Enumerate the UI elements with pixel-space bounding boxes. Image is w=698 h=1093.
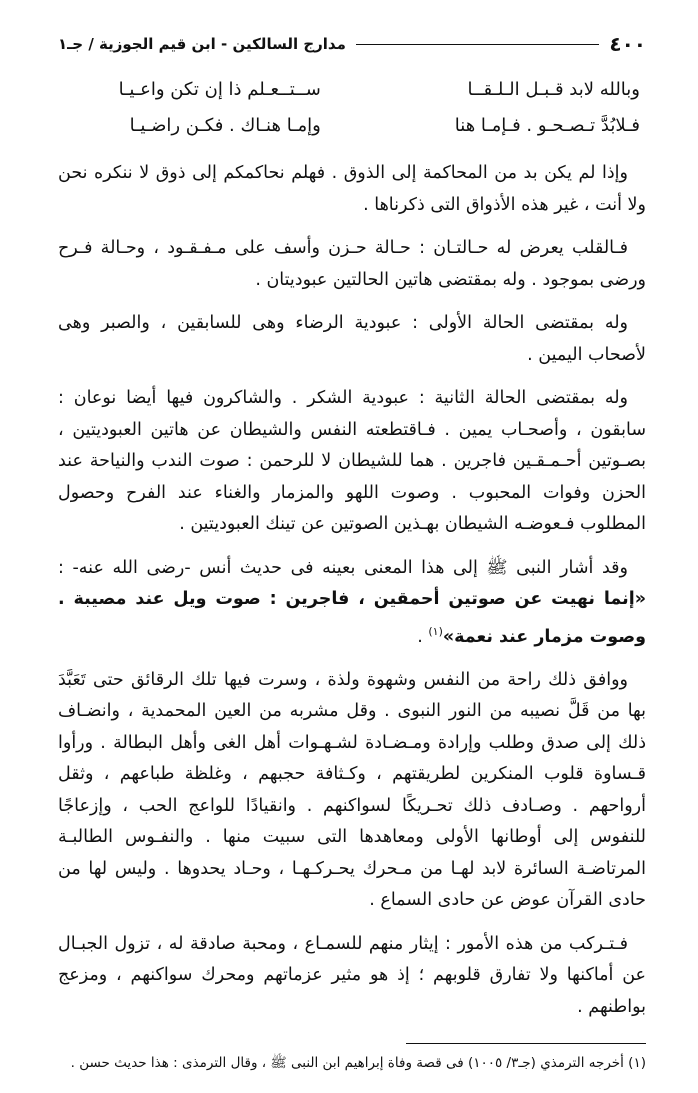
poem-verse <box>58 72 646 108</box>
verse-second-hemistich: وإمـا هنـاك . فكـن راضـيـا <box>129 115 321 136</box>
poem <box>58 72 646 144</box>
footnote-marker[interactable]: (١) <box>428 624 443 638</box>
hadith-paragraph <box>58 553 646 653</box>
footnote-separator <box>406 1043 646 1044</box>
paragraph: ووافق ذلك راحة من النفس وشهوة ولذة ، وسرت فيها تلك الرقائق حتى تَعَبَّدَ بها من قَلَّ نصيبه من النور النبوى . وقل مشربه من العين المحمدية ، وانضـاف ذلك إلى صدق وطلب وإرادة ومـضـادة لشـهـوات أهل الغى وأهل البطالة . ورأوا قـساوة قلوب المنكرين لطريقتهم ، وكـثافة حجبهم ، وغلظة طباعهم ، وثقل أرواحهم . وصـادف ذلك تحـريكًا لسواكنهم . وانقيادًا للواعج الحب ، وإزعاجًا للنفوس إلى أوطانها الأولى ومعاهدها التى سبيت منها . والنفـوس الطالبـة المرتاضـة السائرة لابد لهـا من مـحرك يحـركـهـا ، وحـاد يحدوها . وليس لها من حادى القرآن عوض عن حادى السماع . <box>58 669 646 911</box>
header-rule <box>356 44 600 45</box>
paragraph: وله بمقتضى الحالة الثانية : عبودية الشكر . والشاكرون فيها أيضا نوعان : سابقون ، وأصحـاب يمين . فـاقتطعته النفس والشيطان عن هاتين العبوديتين ، بصـوتين أحـمـقـين فاجرين . هما للشيطان لا للرحمن : صوت الندب والنياحة عند الحزن وفوات المحبوب . وصوت اللهو والمزمار والغناء عند الفرح وحصول المطلوب فـعوضـه الشيطان بهـذين الصوتين عن تينك العبوديتين . <box>58 388 646 534</box>
poem-verse <box>58 108 646 144</box>
hadith-quote: «إنما نهيت عن صوتين أحمقين ، فاجرين : صوت ويل عند مصيبة . وصوت مزمار عند نعمة» <box>58 589 646 647</box>
paragraph: فـتـركب من هذه الأمور : إيثار منهم للسمـاع ، ومحبة صادقة له ، تزول الجبـال عن أماكنها ولا تفارق قلوبهم ؛ إذ هو مثير عزماتهم ومحرك سواكنهم ، ومزعج بواطنهم . <box>58 933 646 1017</box>
paragraph: فـالقلب يعرض له حـالتـان : حـالة حـزن وأسف على مـفـقـود ، وحـالة فـرح ورضى بموجود . وله بمقتضى هاتين الحالتين عبوديتان . <box>58 238 646 290</box>
verse-second-hemistich: ســتــعـلم ذا إن تكن واعـيـا <box>118 79 321 100</box>
hadith-end: . <box>417 626 429 647</box>
verse-first-hemistich: وبالله لابد قـبـل الـلـقــا <box>467 79 640 100</box>
hadith-intro: وقد أشار النبى ﷺ إلى هذا المعنى بعينه فى حديث أنس -رضى الله عنه- : <box>58 557 628 578</box>
paragraph: وله بمقتضى الحالة الأولى : عبودية الرضاء وهى للسابقين ، والصبر وهى لأصحاب اليمين . <box>58 313 646 365</box>
header-title: مدارج السالكين - ابن قيم الجوزية / جـ١ <box>58 35 346 53</box>
verse-first-hemistich: فـلابُدَّ تـصـحـو . فـإمـا هنا <box>454 115 640 136</box>
running-header <box>58 26 646 62</box>
paragraph: وإذا لم يكن بد من المحاكمة إلى الذوق . فهلم نحاكمكم إلى ذوق لا ننكره نحن ولا أنت ، غير هذه الأذواق التى ذكرناها . <box>58 163 646 215</box>
page-number: ٤٠٠ <box>609 32 646 56</box>
footnote: (١) أخرجه الترمذي (جـ٣/ ١٠٠٥) فى قصة وفاة إبراهيم ابن النبى ﷺ ، وقال الترمذى : هذا حديث حسن . <box>70 1055 646 1072</box>
